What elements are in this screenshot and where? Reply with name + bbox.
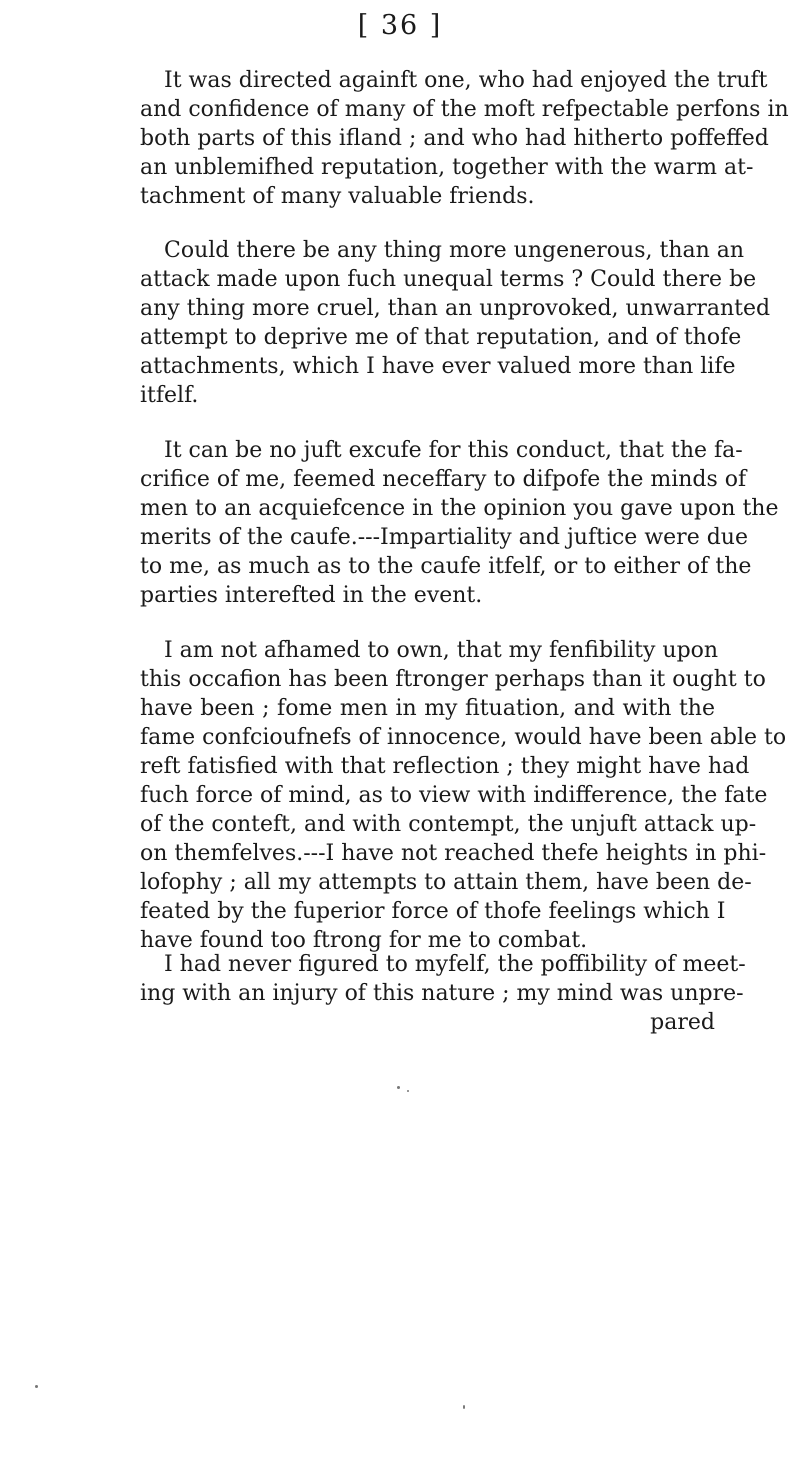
page-number: [ 36 ]: [357, 10, 443, 41]
paragraph-5: [140, 950, 746, 1037]
text-line: I had never figured to myfelf, the poffibility of meet-: [164, 952, 746, 977]
text-line: men to an acquiefcence in the opinion you gave upon the: [140, 496, 779, 521]
text-line: any thing more cruel, than an unprovoked, unwarranted: [140, 296, 771, 321]
text-line: and confidence of many of the moft refpectable perfons in: [140, 97, 789, 122]
text-line: It was directed againft one, who had enjoyed the truft: [164, 68, 768, 93]
text-line: parties interefted in the event.: [140, 583, 483, 608]
text-line: an unblemifhed reputation, together with the warm at-: [140, 155, 754, 180]
text-line: fuch force of mind, as to view with indifference, the fate: [140, 783, 768, 808]
paragraph-4: [140, 636, 787, 955]
text-line: of the conteft, and with contempt, the unjuft attack up-: [140, 812, 757, 837]
text-line: itfelf.: [140, 383, 199, 408]
paragraph-1: [140, 66, 789, 211]
text-line: this occafion has been ftronger perhaps than it ought to: [140, 667, 766, 692]
scan-speck: [463, 1405, 465, 1409]
paragraph-2: [140, 236, 771, 410]
text-line: attachments, which I have ever valued more than life: [140, 354, 736, 379]
text-line: I am not afhamed to own, that my fenfibility upon: [164, 638, 719, 663]
text-line: ing with an injury of this nature ; my mind was unpre-: [140, 981, 744, 1006]
text-line: feated by the fuperior force of thofe feelings which I: [140, 899, 726, 924]
text-line: It can be no juft excufe for this conduct, that the fa-: [164, 438, 743, 463]
text-line: crifice of me, feemed neceffary to difpofe the minds of: [140, 467, 747, 492]
scan-speck: [397, 1086, 400, 1089]
text-line: on themfelves.---I have not reached thefe heights in phi-: [140, 841, 767, 866]
text-line: Could there be any thing more ungenerous, than an: [164, 238, 745, 263]
scan-speck: [35, 1385, 38, 1388]
text-line: lofophy ; all my attempts to attain them, have been de-: [140, 870, 752, 895]
paragraph-3: [140, 436, 779, 610]
text-line: fame confcioufnefs of innocence, would have been able to: [140, 725, 787, 750]
text-line: have found too ftrong for me to combat.: [140, 928, 588, 953]
text-line: attack made upon fuch unequal terms ? Could there be: [140, 267, 757, 292]
text-line: tachment of many valuable friends.: [140, 184, 535, 209]
text-line: reft fatisfied with that reflection ; they might have had: [140, 754, 750, 779]
text-line: to me, as much as to the caufe itfelf, or to either of the: [140, 554, 752, 579]
text-line: have been ; fome men in my fituation, and with the: [140, 696, 715, 721]
catchword: pared: [650, 1010, 715, 1035]
text-line: attempt to deprive me of that reputation, and of thofe: [140, 325, 742, 350]
scan-speck: [407, 1090, 409, 1092]
text-line: merits of the caufe.---Impartiality and juftice were due: [140, 525, 748, 550]
text-line: both parts of this ifland ; and who had hitherto poffeffed: [140, 126, 769, 151]
